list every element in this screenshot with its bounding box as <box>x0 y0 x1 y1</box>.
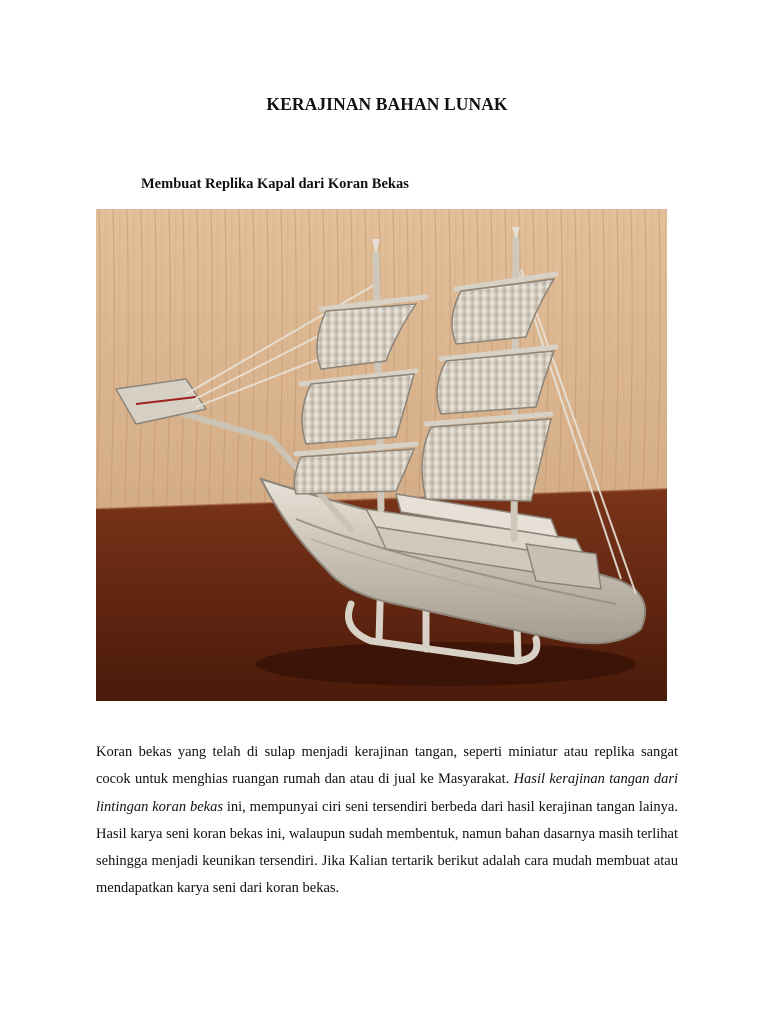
body-paragraph <box>96 739 678 903</box>
section-heading: Membuat Replika Kapal dari Koran Bekas <box>141 176 409 192</box>
page-title: KERAJINAN BAHAN LUNAK <box>266 94 508 114</box>
ship-replica-photo <box>96 209 667 701</box>
paragraph-text-2: ini, mempunyai ciri seni tersendiri berbeda dari hasil kerajinan tangan lainya. Hasil karya seni koran bekas ini, walaupun sudah membentuk, namun bahan dasarnya masih terlihat sehingga menjadi keunikan tersendiri. Jika Kalian tertarik berikut adalah cara mudah membuat atau mendapatkan karya seni dari koran bekas. <box>96 798 678 897</box>
paragraph-text-1: Koran bekas yang telah di sulap menjadi kerajinan tangan, seperti miniatur atau replika sangat cocok untuk menghias ruangan rumah dan atau di jual ke Masyarakat. <box>96 744 678 788</box>
paragraph-italic-phrase: Hasil kerajinan tangan dari lintingan koran bekas <box>96 771 678 815</box>
